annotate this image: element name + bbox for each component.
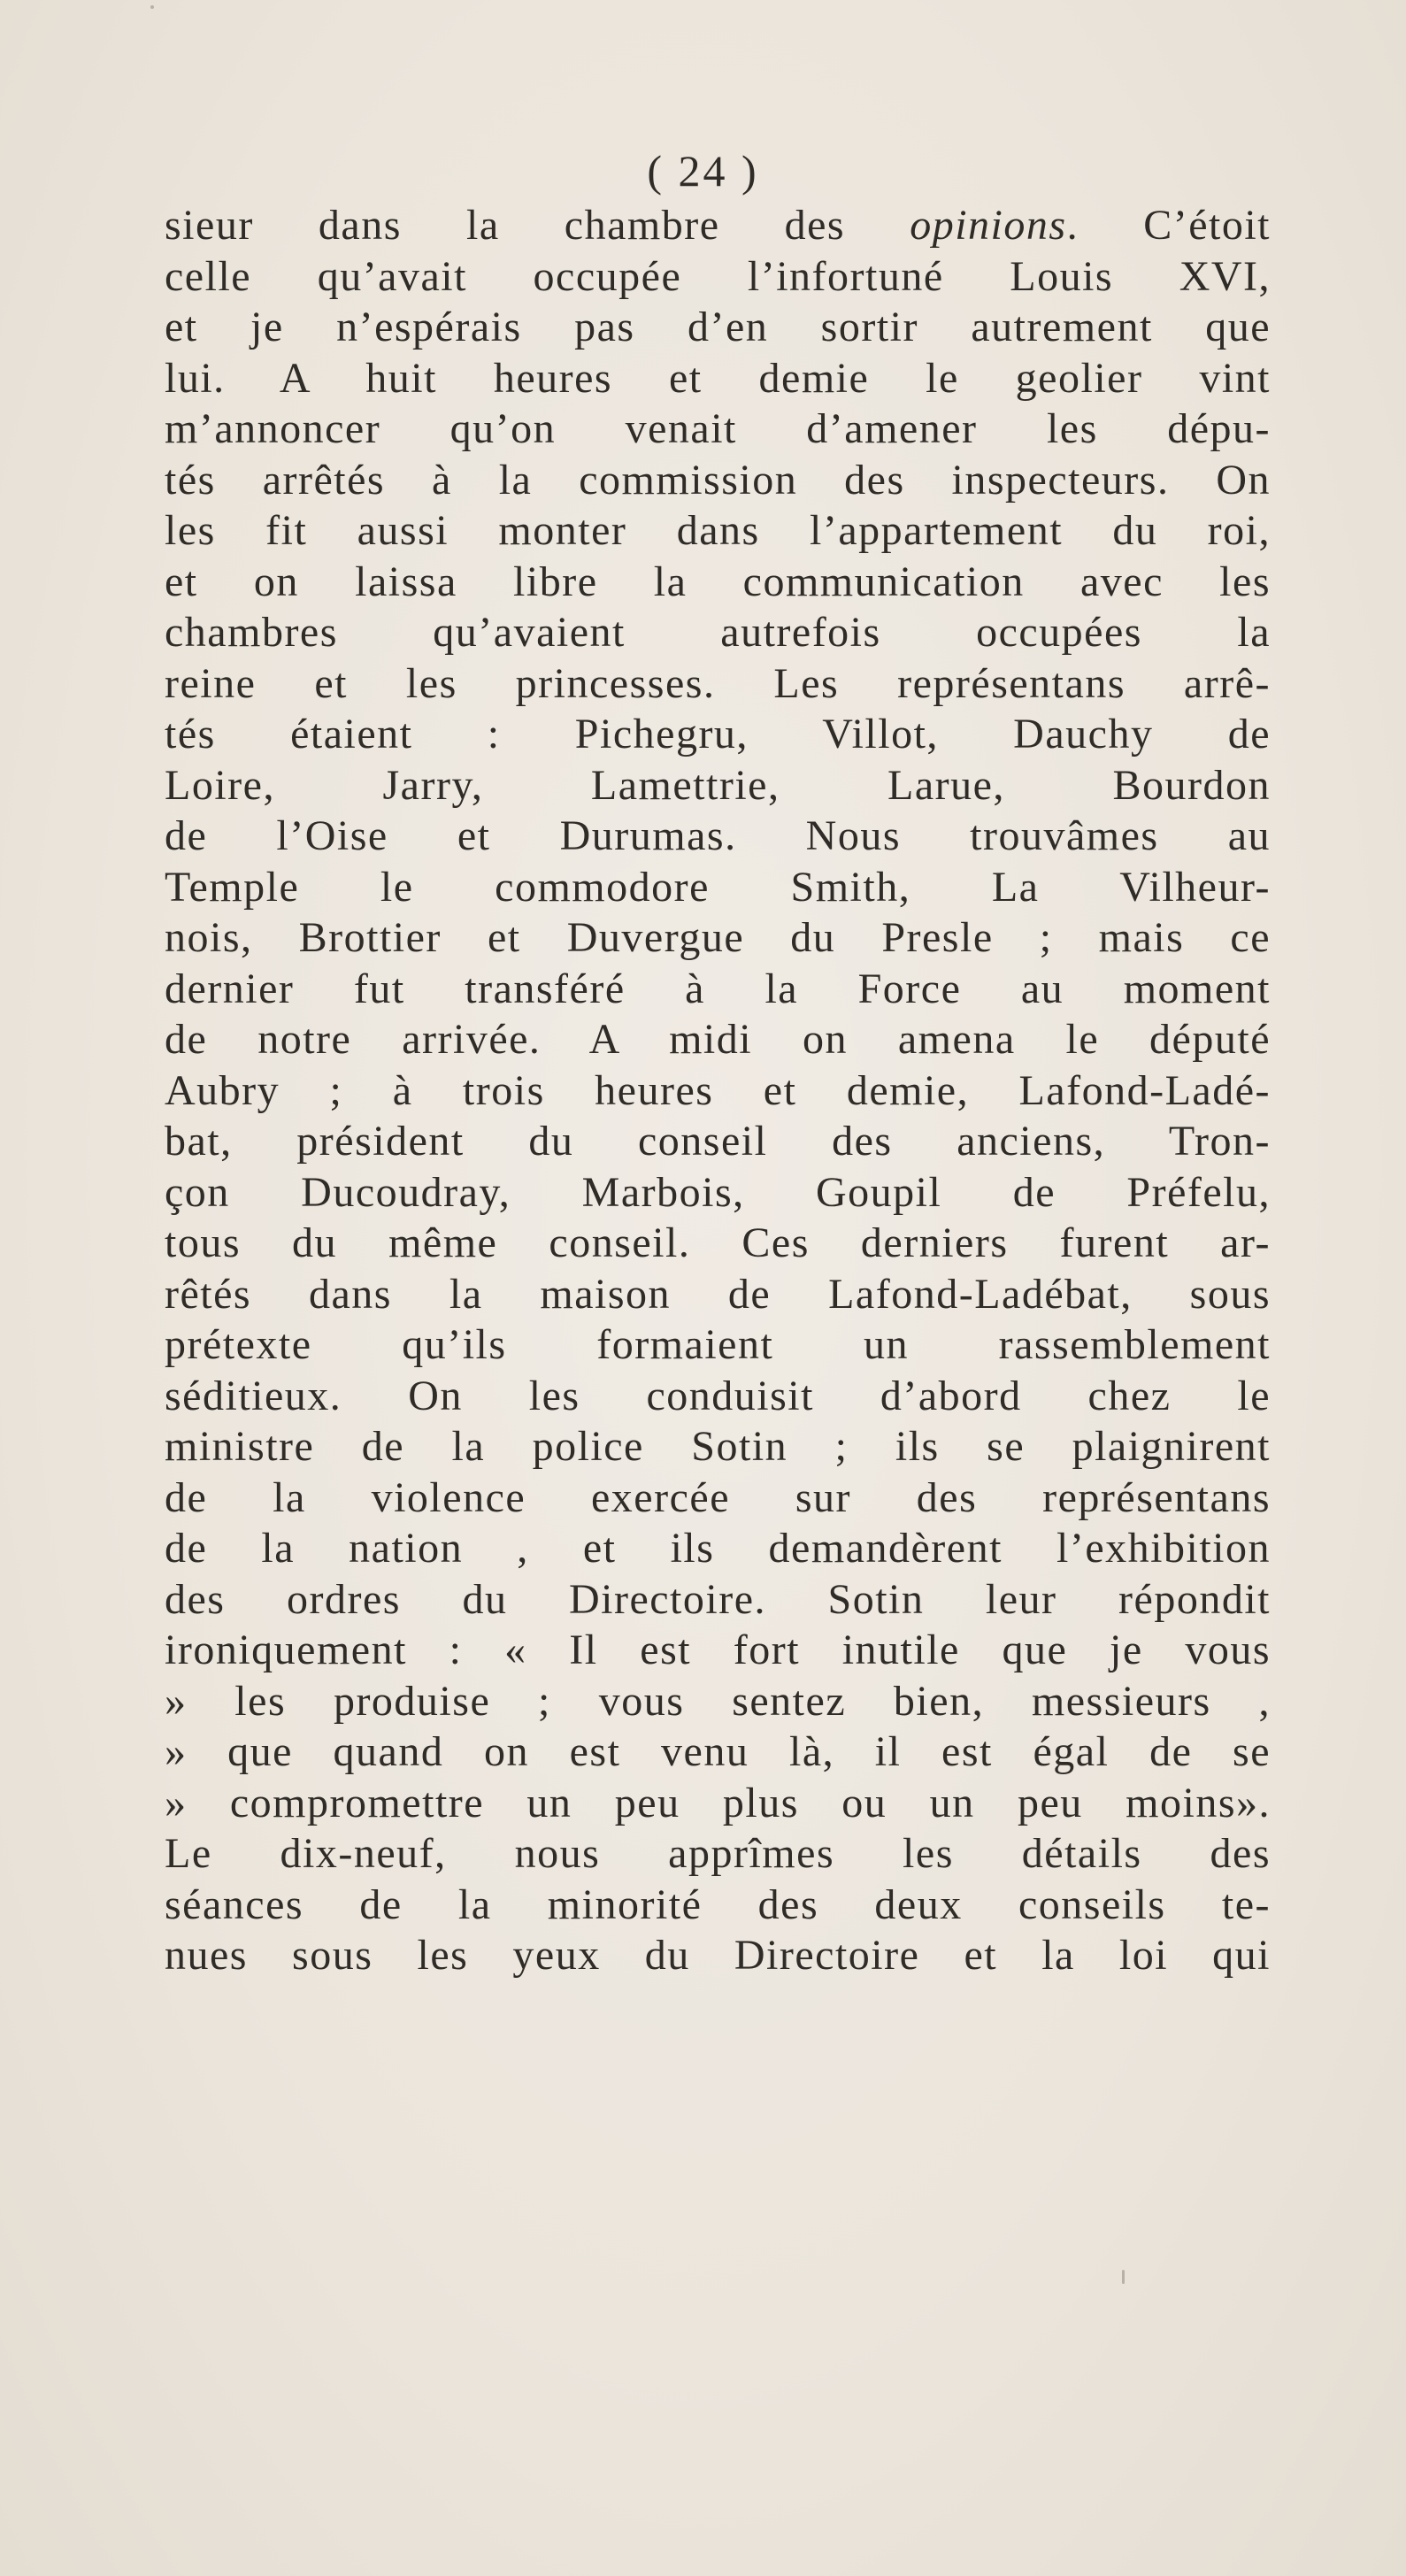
text-line: tés arrêtés à la commission des inspecteurs. On bbox=[165, 456, 1271, 504]
paper-speck bbox=[150, 5, 154, 9]
text-line: Temple le commodore Smith, La Vilheur- bbox=[165, 863, 1271, 911]
text-line: Aubry ; à trois heures et demie, Lafond-Ladé- bbox=[165, 1066, 1271, 1114]
text-line: séditieux. On les conduisit d’abord chez le bbox=[165, 1372, 1271, 1419]
text-line: prétexte qu’ils formaient un rassemblement bbox=[165, 1321, 1271, 1368]
text-line: Loire, Jarry, Lamettrie, Larue, Bourdon bbox=[165, 761, 1271, 809]
text-line: des ordres du Directoire. Sotin leur répondit bbox=[165, 1575, 1271, 1623]
text-line: » compromettre un peu plus ou un peu moins». bbox=[165, 1779, 1271, 1826]
text-line: reine et les princesses. Les représentans arrê- bbox=[165, 659, 1271, 707]
text-line: çon Ducoudray, Marbois, Goupil de Préfelu, bbox=[165, 1168, 1271, 1216]
text-line: » que quand on est venu là, il est égal de se bbox=[165, 1728, 1271, 1775]
text-line: nues sous les yeux du Directoire et la loi qui bbox=[165, 1932, 1271, 1979]
text-line: Le dix-neuf, nous apprîmes les détails des bbox=[165, 1830, 1271, 1877]
text-line: bat, président du conseil des anciens, Tron- bbox=[165, 1118, 1271, 1165]
text-line: sieur dans la chambre des opinions. C’étoit bbox=[165, 202, 1272, 249]
text-line: et je n’espérais pas d’en sortir autrement que bbox=[165, 304, 1271, 350]
text-line: » les produise ; vous sentez bien, messieurs , bbox=[165, 1677, 1271, 1725]
text-line: lui. A huit heures et demie le geolier vint bbox=[165, 354, 1271, 402]
text-line: de notre arrivée. A midi on amena le député bbox=[165, 1016, 1271, 1063]
text-line: de la violence exercée sur des représentans bbox=[165, 1473, 1271, 1521]
text-line: celle qu’avait occupée l’infortuné Louis XVI, bbox=[165, 252, 1271, 300]
text-line: tés étaient : Pichegru, Villot, Dauchy de bbox=[165, 711, 1271, 757]
text-line: de l’Oise et Durumas. Nous trouvâmes au bbox=[165, 812, 1271, 859]
body-text bbox=[165, 200, 1271, 1981]
text-line: m’annoncer qu’on venait d’amener les dépu- bbox=[165, 405, 1271, 452]
text-line: chambres qu’avaient autrefois occupées la bbox=[165, 609, 1271, 656]
text-line: de la nation , et ils demandèrent l’exhibition bbox=[165, 1525, 1271, 1572]
text-line: tous du même conseil. Ces derniers furent ar- bbox=[165, 1219, 1271, 1266]
paper-speck bbox=[1122, 2270, 1125, 2284]
page-number: ( 24 ) bbox=[647, 146, 759, 196]
text-line: nois, Brottier et Duvergue du Presle ; mais ce bbox=[165, 914, 1271, 961]
text-line: séances de la minorité des deux conseils te- bbox=[165, 1880, 1271, 1928]
text-line: et on laissa libre la communication avec les bbox=[165, 557, 1271, 605]
text-line: dernier fut transféré à la Force au moment bbox=[165, 965, 1271, 1012]
italic-word: opinions bbox=[910, 202, 1067, 249]
text-line: rêtés dans la maison de Lafond-Ladébat, sous bbox=[165, 1270, 1271, 1318]
text-line: ministre de la police Sotin ; ils se plaignirent bbox=[165, 1423, 1271, 1470]
text-line: les fit aussi monter dans l’appartement du roi, bbox=[165, 507, 1271, 554]
text-line: ironiquement : « Il est fort inutile que je vous bbox=[165, 1626, 1271, 1673]
